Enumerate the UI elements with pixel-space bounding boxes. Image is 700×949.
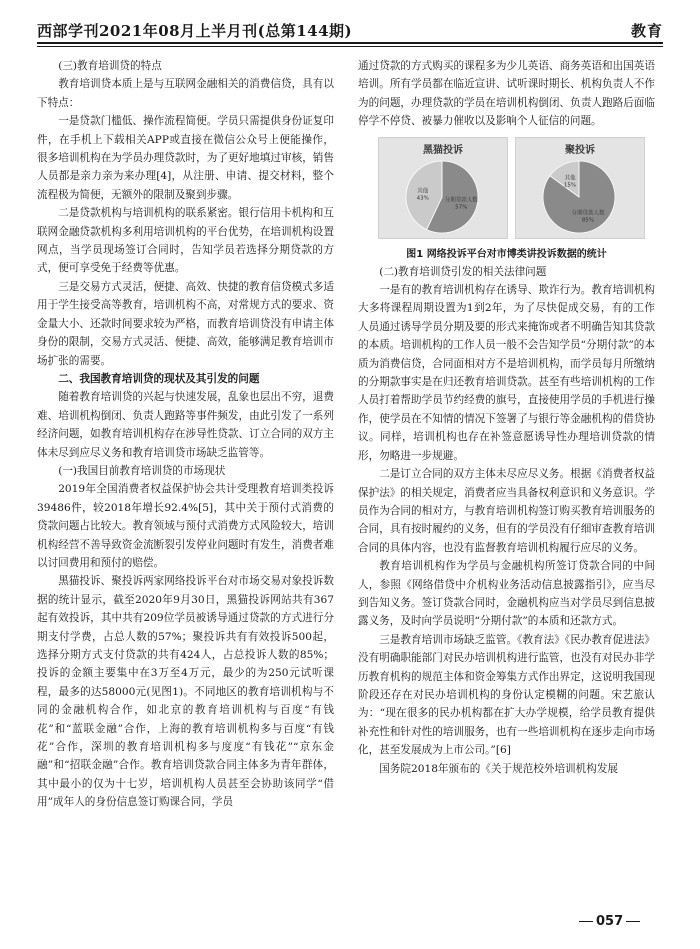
paragraph: 教育培训贷本质上是与互联网金融相关的消费信贷，具有以下特点：	[37, 78, 334, 109]
subsection-heading: (二)教育培训贷引发的相关法律问题	[379, 265, 547, 278]
paragraph: 随着教育培训贷的兴起与快速发展，乱象也层出不穷，退费难、培训机构倒闭、负责人跑路等事件频发，由此引发了一系列经济问题，如教育培训机构存在涉导性贷款、订立合同的双方主体未尽到应尽义务和教育培训贷市场缺乏监管等。	[37, 391, 334, 459]
paragraph: 通过贷款的方式购买的课程多为少儿英语、商务英语和出国英语培训。所有学员都在临近宣讲、试听课时期长、机构负责人不作为的问题，办理贷款的学员在培训机构倒闭、负责人跑路后面临停学不停贷、被暴力催收以及影响个人征信的问题。	[358, 60, 655, 128]
pie-slice-value: 85%	[581, 217, 595, 224]
paragraph: 黑猫投诉、聚投诉两家网络投诉平台对市场交易对象投诉数据的统计显示，截至2020年9月30日，黑猫投诉网站共有367起有效投诉，其中共有209位学员被诱导通过贷款的方式进行分期支付学费，占总人数的57%；聚投诉共有有效投诉500起，选择分期方式支付贷款的共有424人，占总投诉人数的85%；投诉的金额主要集中在3万至4万元，最少的为250元试听课程，最多的达58000元(见图1)。不同地区的教育培训机构与不同的金融机构合作，如北京的教育培训机构与百度“有钱花”和“蓝联金融”合作，上海的教育培训机构多与百度“有钱花”合作，深圳的教育培训机构多与度度“有钱花”“京东金融”和“招联金融”合作。教育培训贷款合同主体多为青年群体，其中最小的仅为十七岁，培训机构人员甚至会协助该同学“借用”成年人的身份信息签订购课合同，学员	[37, 575, 334, 809]
pie-slice-label: 分期贷款人数	[571, 210, 605, 217]
chart-title: 聚投诉	[565, 144, 595, 156]
pie-slice-label: 其他	[564, 175, 576, 182]
journal-title: 西部学刊2021年08月上半月刊(总第144期)	[37, 22, 353, 40]
header-rule-thick	[37, 42, 663, 44]
paragraph: 三是教育培训市场缺乏监管。《教育法》《民办教育促进法》没有明确职能部门对民办培训机构进行监管，也没有对民办非学历教育机构的规范主体和资金筹集方式作出界定，这说明我国现阶段还存在对民办培训机构的身份认定模糊的问题。宋艺旅认为：“现在很多的民办机构都在扩大办学规模，给学员教育提供补充性和针对性的培训服务，也有一些培训机构在逐步走向市场化，甚至发展成为上市公司。”[6]	[358, 633, 655, 757]
paragraph: 二是贷款机构与培训机构的联系紧密。银行信用卡机构和互联网金融贷款机构多利用培训机构的平台优势，在培训机构设置网点，当学员现场签订合同时，告知学员若选择分期贷款的方式，便可享受免于经费等优惠。	[37, 207, 334, 275]
pie-chart-heimao	[403, 158, 481, 236]
subsection-heading: (三)教育培训贷的特点	[58, 60, 162, 72]
pie-slice-label: 其他	[417, 188, 429, 195]
chart-title: 黑猫投诉	[423, 144, 463, 156]
pie-slice-value: 57%	[455, 203, 468, 210]
page-number-dash	[579, 921, 593, 922]
figure-caption: 图1 网络投诉平台对市博类讲投诉数据的统计	[406, 248, 607, 260]
paragraph: 国务院2018年颁布的《关于规范校外培训机构发展	[379, 762, 619, 775]
paragraph: 教育培训机构作为学员与金融机构所签订贷款合同的中间人，参照《网络借贷中介机构业务活动信息披露指引》，应当尽到告知义务。签订贷款合同时，金融机构应当对学员尽到信息披露义务，及时向学员说明“分期付款”的本质和还款方式。	[358, 560, 655, 628]
section-heading: 二、我国教育培训贷的现状及其引发的问题	[58, 372, 260, 385]
chart-panel-jutousu	[515, 137, 645, 239]
right-column	[358, 57, 655, 921]
page-number-dash	[626, 921, 640, 922]
figure-1	[358, 137, 655, 243]
chart-panel-heimao	[378, 137, 508, 239]
left-column	[37, 57, 334, 921]
paragraph: 三是交易方式灵活，便捷、高效、快捷的教育信贷模式多适用于学生接受高等教育，培训机构不高，对常规方式的要求、资金量大小、还款时间要求较为严格，而教育培训贷没有申请主体身份的限制，交易方式灵活、便捷、高效，能够满足教育培训市场扩张的需要。	[37, 280, 334, 367]
pie-slice-value: 15%	[563, 182, 577, 189]
subsection-heading: (一)我国目前教育培训贷的市场现状	[58, 464, 226, 477]
page-number	[576, 914, 643, 929]
paragraph: 2019年全国消费者权益保护协会共计受理教育培训类投诉39486件，较2018年增长92.4%[5]，其中关于预付式消费的贷款问题占比较大。教育领域与预付式消费方式风险较大，培训机构经营不善导致资金流断裂引发停业问题时有发生，消费者难以讨回费用和预付的赔偿。	[37, 483, 334, 569]
paragraph: 二是订立合同的双方主体未尽应尽义务。根据《消费者权益保护法》的相关规定，消费者应当具备权利意识和义务意识。学员作为合同的相对方，与教育培训机构签订购买教育培训服务的合同，具有按时履约的义务，但有的学员没有仔细审查教育培训合同的具体内容，也没有监督教育培训机构履行应尽的义务。	[358, 468, 655, 554]
pie-slice-label: 分期贷款人数	[444, 196, 478, 203]
paragraph: 一是有的教育培训机构存在诱导、欺诈行为。教育培训机构大多将课程周期设置为1到2年，为了尽快促成交易，有的工作人员通过诱导学员分期及要的形式来掩饰或者不明确告知其贷款的本质。培训机构的工作人员一般不会告知学员“分期付款”的本质为消费信贷，合同面相对方不是培训机构，而学员每月所缴纳的分期款事实是在归还教育培训贷款。甚至有些培训机构的工作人员打着帮助学员节约经费的旗号，直接使用学员的手机进行操作，使学员在不知情的情况下签署了与银行等金融机构的借贷协议。同样，培训机构也存在补签意愿诱导性办理培训贷款的情形，勿略进一步规避。	[358, 284, 655, 462]
pie-slice-value: 43%	[416, 195, 429, 202]
section-name: 教育	[630, 22, 663, 40]
page-number-text: 057	[596, 914, 624, 929]
pie-chart-jutousu	[540, 158, 618, 236]
paragraph: 一是贷款门槛低、操作流程简便。学员只需提供身份证复印件，在手机上下载相关APP或直接在微信公众号上便能操作，很多培训机构在为学员办理贷款时，为了更好地填过审核，销售人员都是亲力亲为来办理[4]，从注册、申请、提交材料，整个流程极为简便，无额外的限制及聚到步骤。	[37, 115, 334, 201]
header-rule-thin	[37, 46, 663, 47]
